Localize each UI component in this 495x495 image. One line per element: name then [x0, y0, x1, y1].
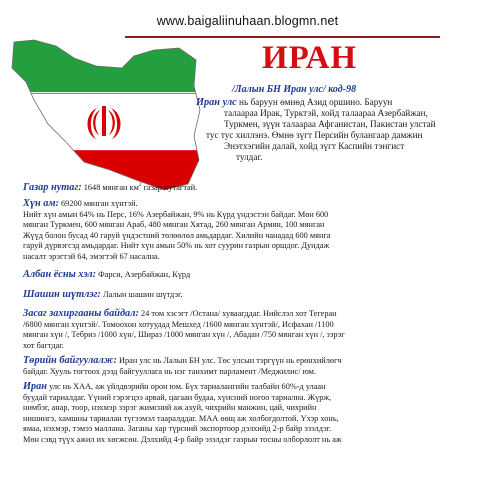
economy-line: ямаа, нэхмэр, тэмээ маллана. Заганы хар түрсний экспортоор дэлхийд 2-р байр эзэлдэг. [23, 424, 332, 433]
intro-lead: Иран улс [196, 97, 237, 108]
economy-section [23, 382, 475, 445]
area-text: 1648 мянган км [81, 182, 139, 192]
government-heading: Төрийн байгуулалж: [23, 355, 117, 366]
intro-paragraph [196, 97, 470, 163]
economy-heading: Иран [23, 381, 48, 392]
intro-line: тус тус хиллэнэ. Өмнө зүгт Персийн булангаар дамжин [206, 130, 423, 140]
admin-line: /6800 мянган хүнтэй/. Томоохон хотуудад Мешхед /1600 мянган хүнтэй/, Исфахан /1100 [23, 319, 334, 329]
government-line: Иран улс нь Лалын БН улс. Төс улсын тэргүүн нь ерөнхийлөгч [116, 356, 342, 365]
language-heading: Албан ёсны хэл: [23, 269, 97, 280]
admin-heading: Засаг захиргааны байдал: [23, 308, 139, 319]
area-sup: 2 [138, 182, 142, 188]
population-heading: Хүн ам: [23, 198, 59, 209]
page-subtitle: /Лалын БН Иран улс/ код-98 [232, 84, 357, 95]
population-line: Нийт хүн амын 64% нь Перс, 16% Азербайжан, 9% нь Күрд үндэстэн байдаг. Мөн 600 [23, 209, 329, 219]
population-line: насалт эрэгтэй 64, эмэгтэй 67 насална. [23, 251, 160, 261]
government-line: байдаг. Хууль тогтоох дээд байгууллага нь нэг танхимт парламент /Меджилис/ юм. [23, 366, 316, 376]
admin-line: 24 том хэсэгт /Остана/ хуваагддаг. Нийслэл хот Тегеран [138, 309, 337, 318]
economy-line: Мөн сэвд түүх ажил их хөгжсөн. Дэлхийд 4-р байр эзэлдэг газрын тосны олборлолт нь аж [23, 434, 342, 444]
intro-text: нь баруун өмнөд Азид оршино. Баруун [236, 97, 393, 107]
population-section [23, 199, 475, 262]
population-line: гаруй дүрвэгсэд амьдардаг. Нийт хүн амын 50% нь хот суурин газрын оршдог. Дундаж [23, 241, 330, 250]
intro-line: Туркмен, зүүн талаараа Афганистан, Пакистан улстай [224, 119, 436, 129]
government-section [23, 356, 475, 377]
site-url[interactable]: www.baigaliinuhaan.blogmn.net [156, 14, 339, 28]
economy-line: улс нь ХАА, аж үйлдвэрийн орон юм. Бүх тариалангийн талбайн 60%-д улаан [47, 382, 326, 391]
language-text: Фарси, Азербайжан, Күрд [96, 270, 191, 279]
iran-flag-map [4, 38, 204, 194]
area-text-end: газар нутагтай. [141, 182, 198, 192]
intro-line: талаараа Ирак, Турктэй, хойд талаараа Азербайжан, [224, 108, 428, 118]
intro-line [196, 97, 470, 108]
language-section [23, 270, 475, 281]
area-heading: Газар нутаг: [23, 181, 82, 193]
page-title: ИРАН [262, 40, 358, 76]
economy-line: нишингэ, хамшны тариалан түгээмэл тааралддаг. МАА өөщ аж холбогдолтой. Үхэр хонь, [23, 413, 339, 423]
intro-line: тулдаг. [236, 152, 263, 162]
economy-line: буудай тариалдаг. Үүний гэрэгцээ арвай, цагаан будаа, хүнсний ногоо тариална. Жүрж, [23, 392, 332, 402]
admin-section [23, 309, 475, 351]
economy-line: нимбэг, анар, тоор, нэхмэр зэрэг жимсний аж ахуй, чихрийн манжин, цай, чихрийн [23, 403, 317, 412]
religion-text: Лалын шашин шүтдэг. [100, 290, 183, 299]
map-green-band [4, 38, 204, 94]
population-line: 69200 мянган хүнтэй. [58, 199, 138, 208]
population-line: Жүүд болон бусад 40 гаруй үндэстний төлөөлөл амьдардаг. Хилийн чанадад 600 мянга [23, 230, 331, 240]
area-section [23, 180, 475, 193]
admin-line: мянган хүн /, Тебриз /1000 хүн/, Шираз /1000 мянган хүн /, Абадан /750 мянган хүн /, зэрэг [23, 330, 345, 339]
intro-line: Энэтхэгийн далай, хойд зүгт Каспийн тэнгист [224, 141, 405, 151]
religion-heading: Шашин шүтлэг: [23, 289, 101, 300]
admin-line: хот багтдаг. [23, 340, 64, 350]
population-line: мянган Туркмен, 600 мянган Араб, 480 мянган Хятад, 260 мянган Армян, 100 мянган [23, 220, 325, 229]
religion-section [23, 290, 475, 301]
